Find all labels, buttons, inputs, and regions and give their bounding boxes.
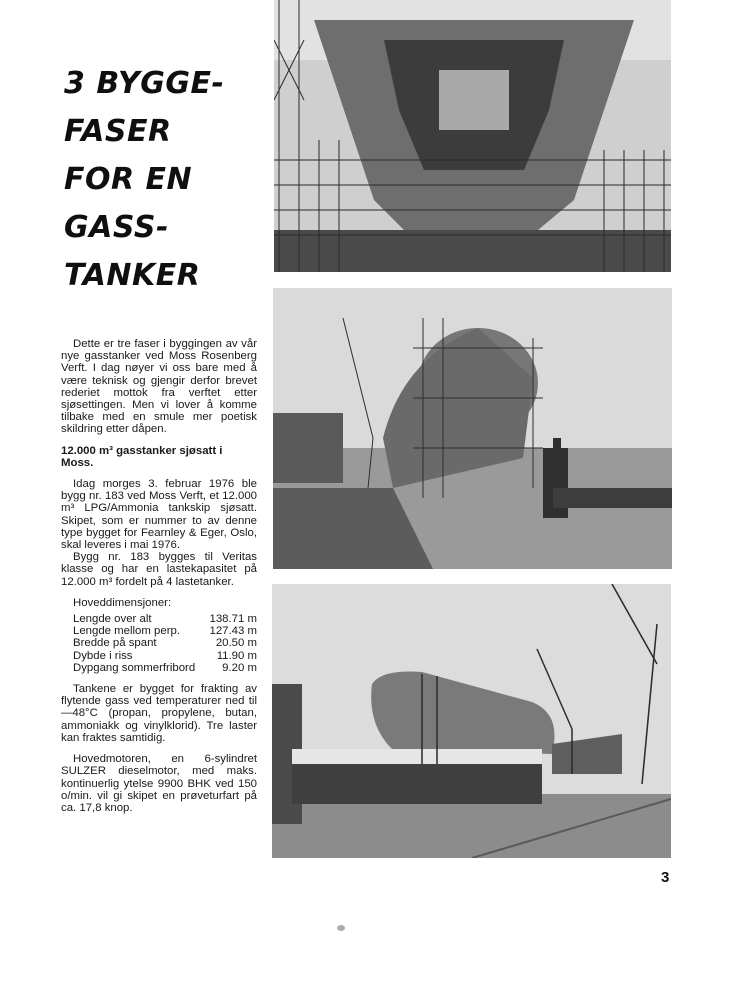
- body-paragraph-4: Hovedmotoren, en 6-sylindret SULZER dieselmotor, med maks. kontinuerlig ytelse 9900 BHK ved 150 o/min. vil gi skipet en prøveturfart på ca. 17,8 knop.: [61, 753, 257, 814]
- dimension-row: [73, 650, 257, 662]
- headline-line: 3 BYGGE-: [64, 66, 225, 101]
- body-paragraph-1: Idag morges 3. februar 1976 ble bygg nr. 183 ved Moss Verft, et 12.000 m³ LPG/Ammonia tankskip sjøsatt. Skipet, som er nummer to av denne type bygget for Fearnley & Eger, Oslo, skal leveres i mai 1976.: [61, 478, 257, 552]
- headline-line: TANKER: [64, 258, 201, 293]
- dimension-value: 9.20 m: [222, 661, 257, 674]
- dimension-row: [73, 662, 257, 674]
- dimension-row: [73, 613, 257, 625]
- gas-tank-section-photo: [273, 288, 672, 569]
- dimension-value: 138.71 m: [209, 613, 257, 626]
- dimension-row: [73, 637, 257, 649]
- dimensions-heading: Hoveddimensjoner:: [73, 596, 172, 609]
- dimension-label: Lengde over alt: [73, 613, 152, 626]
- page-number: 3: [661, 869, 670, 886]
- headline-line: FASER: [64, 114, 172, 149]
- dimension-label: Dybde i riss: [73, 649, 133, 662]
- print-speck: [337, 925, 345, 931]
- dimension-label: Lengde mellom perp.: [73, 625, 181, 638]
- article-column: [61, 338, 257, 823]
- headline: [64, 60, 264, 300]
- subheading: 12.000 m³ gasstanker sjøsatt i Moss.: [61, 444, 223, 469]
- dimension-value: 20.50 m: [215, 637, 257, 650]
- headline-line: FOR EN: [64, 162, 193, 197]
- dimension-label: Bredde på spant: [73, 637, 157, 650]
- body-paragraph-2: Bygg nr. 183 bygges til Veritas klasse og har en lastekapasitet på 12.000 m³ fordelt på 4 lastetanker.: [61, 551, 257, 588]
- intro-paragraph: Dette er tre faser i byggingen av vår nye gasstanker ved Moss Rosenberg Verft. I dag nøyer vi oss bare med å være teknisk og gjengir derfor brevet rederiet mottok fra verftet etter sjøsettingen. Men vi lover å komme tilbake med en smule mer poetisk skildring etter dåpen.: [61, 338, 257, 436]
- dimensions-table: [73, 613, 257, 674]
- dimension-value: 127.43 m: [209, 625, 257, 638]
- dimension-value: 11.90 m: [216, 649, 257, 662]
- tank-module-shipyard-photo: [272, 584, 671, 858]
- headline-line: GASS-: [64, 210, 169, 245]
- dimension-row: [73, 625, 257, 637]
- body-paragraph-3: Tankene er bygget for frakting av flytende gass ved temperaturer ned til —48°C (propan, propylene, butan, ammoniakk og vinylklorid). Tre laster kan fraktes samtidig.: [61, 683, 257, 744]
- ship-hull-construction-photo: [274, 0, 671, 272]
- dimension-label: Dypgang sommerfribord: [73, 661, 196, 674]
